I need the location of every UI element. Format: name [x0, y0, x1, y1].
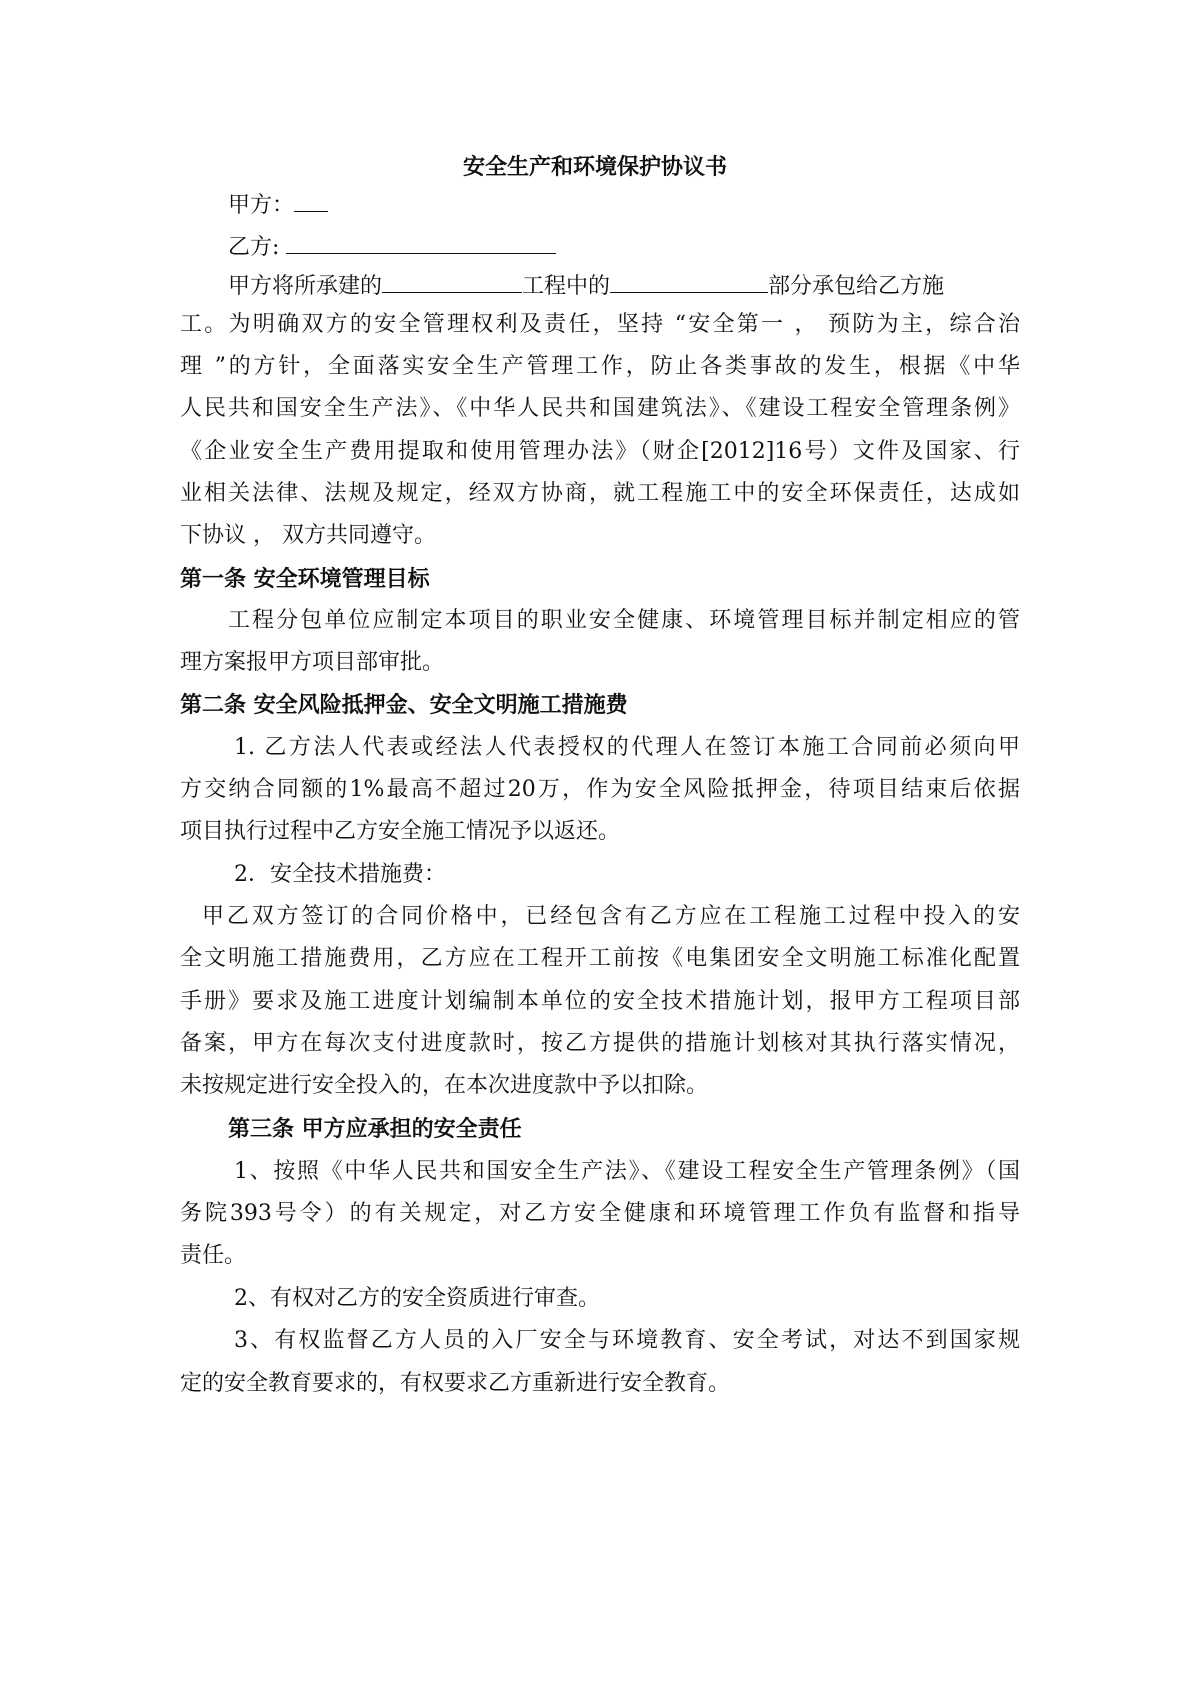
article-3-item-1-line: 责任。 [180, 1243, 247, 1268]
party-a-label: 甲方： [228, 193, 295, 218]
article-2-item-2-line: 全文明施工措施费用，乙方应在工程开工前按《电集团安全文明施工标准化配置 [180, 946, 1020, 971]
article-3-item-3-line: 定的安全教育要求的，有权要求乙方重新进行安全教育。 [180, 1371, 731, 1396]
article-2-item-2-line: 手册》要求及施工进度计划编制本单位的安全技术措施计划，报甲方工程项目部 [180, 989, 1020, 1014]
intro-suffix: 部分承包给乙方施 [768, 274, 945, 299]
article-2-heading: 第二条 安全风险抵押金、安全文明施工措施费 [180, 692, 628, 718]
article-2-item-2-title: 2．安全技术措施费： [234, 862, 446, 887]
article-3-item-1-line: 1、按照《中华人民共和国安全生产法》、《建设工程安全生产管理条例》（国 [234, 1159, 1020, 1184]
article-3-heading: 第三条 甲方应承担的安全责任 [228, 1116, 522, 1142]
party-b-line [228, 229, 1068, 263]
party-b-label: 乙方: [228, 235, 280, 260]
article-2-item-1-line: 方交纳合同额的1%最高不超过20万，作为安全风险抵押金，待项目结束后依据 [180, 777, 1020, 802]
intro-line: 下协议 ， 双方共同遵守。 [180, 523, 436, 548]
article-1-heading: 第一条 安全环境管理目标 [180, 566, 430, 592]
intro-middle: 工程中的 [522, 274, 611, 299]
article-1-line: 工程分包单位应制定本项目的职业安全健康、环境管理目标并制定相应的管 [228, 608, 1020, 633]
project-name-blank [382, 268, 522, 293]
article-2-item-2-line: 未按规定进行安全投入的，在本次进度款中予以扣除。 [180, 1073, 709, 1098]
party-a-line [228, 187, 1068, 221]
party-a-blank [294, 187, 328, 212]
article-2-item-2-line: 备案，甲方在每次支付进度款时，按乙方提供的措施计划核对其执行落实情况， [180, 1031, 1020, 1056]
work-part-blank [610, 268, 768, 293]
intro-first-line [228, 268, 1020, 302]
article-1-line: 理方案报甲方项目部审批。 [180, 650, 445, 675]
document-title: 安全生产和环境保护协议书 [462, 154, 727, 180]
article-3-item-1-line: 务院393号令）的有关规定，对乙方安全健康和环境管理工作负有监督和指导 [180, 1201, 1020, 1226]
intro-prefix: 甲方将所承建的 [228, 274, 383, 299]
article-2-item-1-line: 1. 乙方法人代表或经法人代表授权的代理人在签订本施工合同前必须向甲 [234, 735, 1020, 760]
article-2-item-2-line: 甲乙双方签订的合同价格中，已经包含有乙方应在工程施工过程中投入的安 [202, 904, 1020, 929]
intro-line: 人民共和国安全生产法》、《中华人民共和国建筑法》、《建设工程安全管理条例》 [180, 396, 1020, 421]
article-2-item-1-line: 项目执行过程中乙方安全施工情况予以返还。 [180, 819, 621, 844]
article-3-item-2: 2、有权对乙方的安全资质进行审查。 [234, 1286, 600, 1311]
intro-line: 《企业安全生产费用提取和使用管理办法》（财企[2012]16号）文件及国家、行 [180, 439, 1020, 464]
intro-line: 业相关法律、法规及规定，经双方协商，就工程施工中的安全环保责任，达成如 [180, 481, 1020, 506]
intro-line: 理 ”的方针，全面落实安全生产管理工作，防止各类事故的发生，根据《中华 [180, 354, 1020, 379]
intro-line: 工。为明确双方的安全管理权利及责任，坚持 “安全第一 ， 预防为主，综合治 [180, 312, 1020, 337]
article-3-item-3-line: 3、有权监督乙方人员的入厂安全与环境教育、安全考试，对达不到国家规 [234, 1328, 1020, 1353]
party-b-blank [286, 229, 556, 254]
